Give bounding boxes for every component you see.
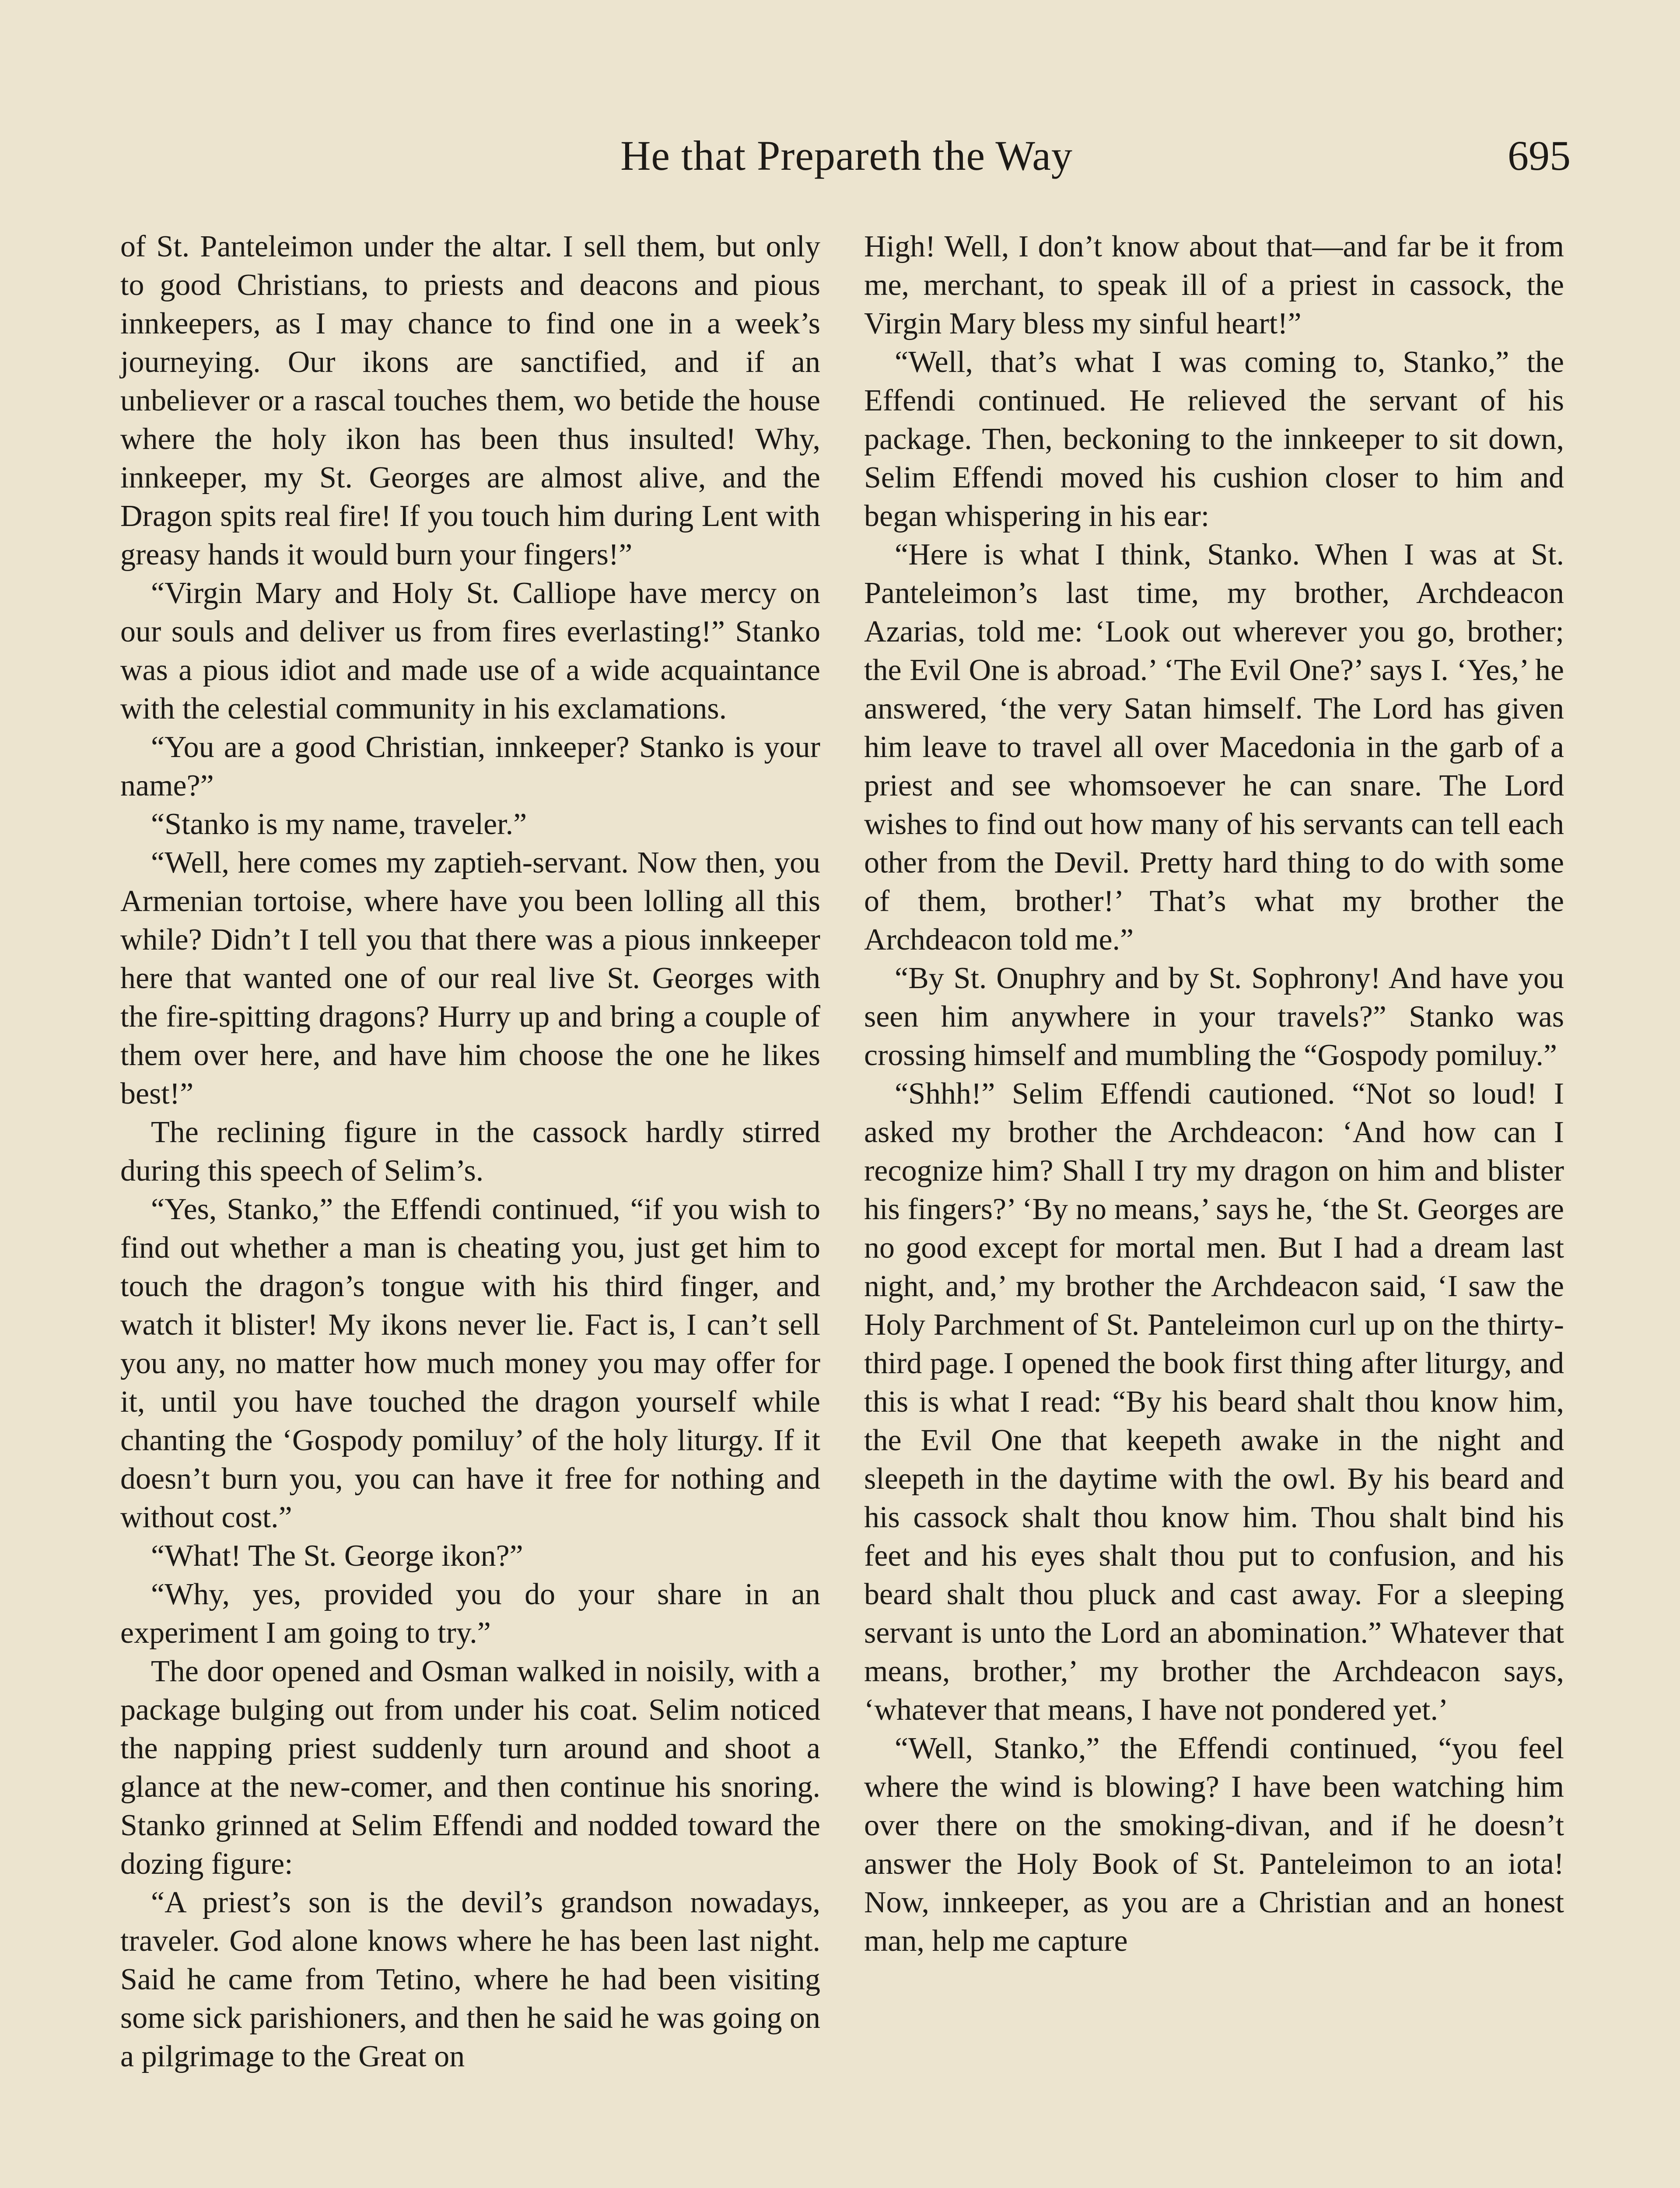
paragraph: “You are a good Christian, innkeeper? Stanko is your name?” <box>120 730 820 803</box>
paragraph: of St. Panteleimon under the altar. I sell them, but only to good Christians, to priests and deacons and pious innkeepers, as I may chance to find one in a week’s journeying. Our ikons are sanctified, and if an unbeliever or a rascal touches them, wo betide the house where the holy ikon has been thus insulted! Why, innkeeper, my St. Georges are almost alive, and the Dragon spits real fire! If you touch him during Lent with greasy hands it would burn your fingers!” <box>120 230 820 572</box>
paragraph: “By St. Onuphry and by St. Sophrony! And have you seen him anywhere in your travels?” Stanko was crossing himself and mumbling the “Gospody pomiluy.” <box>864 961 1564 1072</box>
paragraph: “Well, Stanko,” the Effendi continued, “you feel where the wind is blowing? I have been watching him over there on the smoking-divan, and if he doesn’t answer the Holy Book of St. Panteleimon to an iota! Now, innkeeper, as you are a Christian and an honest man, help me capture <box>864 1732 1564 1958</box>
paragraph: “Shhh!” Selim Effendi cautioned. “Not so loud! I asked my brother the Archdeacon: ‘And how can I recognize him? Shall I try my dragon on him and blister his fingers?’ ‘By no means,’ says he, ‘the St. Georges are no good except for mortal men. But I had a dream last night, and,’ my brother the Archdeacon said, ‘I saw the Holy Parchment of St. Panteleimon curl up on the thirty-third page. I opened the book first thing after liturgy, and this is what I read: “By his beard shalt thou know him, the Evil One that keepeth awake in the night and sleepeth in the daytime with the owl. By his beard and his cassock shalt thou know him. Thou shalt bind his feet and his eyes shalt thou put to confusion, and his beard shalt thou pluck and cast away. For a sleeping servant is unto the Lord an abomination.” Whatever that means, brother,’ my brother the Archdeacon says, ‘whatever that means, I have not pondered yet.’ <box>864 1077 1564 1727</box>
paragraph: “What! The St. George ikon?” <box>151 1539 523 1573</box>
left-column <box>120 228 820 2076</box>
page-number: 695 <box>1508 132 1571 179</box>
right-column <box>864 228 1564 1960</box>
paragraph: “Well, here comes my zaptieh-servant. Now then, you Armenian tortoise, where have you been lolling all this while? Didn’t I tell you that there was a pious innkeeper here that wanted one of our real live St. Georges with the fire-spitting dragons? Hurry up and bring a couple of them over here, and have him choose the one he likes best!” <box>120 846 820 1111</box>
paragraph: “Well, that’s what I was coming to, Stanko,” the Effendi continued. He relieved the servant of his package. Then, beckoning to the innkeeper to sit down, Selim Effendi moved his cushion closer to him and began whispering in his ear: <box>864 345 1564 533</box>
paragraph: “Stanko is my name, traveler.” <box>151 807 527 841</box>
running-title: He that Prepareth the Way <box>620 132 1073 179</box>
page-header <box>122 131 1571 193</box>
paragraph: “Here is what I think, Stanko. When I was at St. Panteleimon’s last time, my brother, Archdeacon Azarias, told me: ‘Look out wherever you go, brother; the Evil One is abroad.’ ‘The Evil One?’ says I. ‘Yes,’ he answered, ‘the very Satan himself. The Lord has given him leave to travel all over Macedonia in the garb of a priest and see whomsoever he can snare. The Lord wishes to find out how many of his servants can tell each other from the Devil. Pretty hard thing to do with some of them, brother!’ That’s what my brother the Archdeacon told me.” <box>864 538 1564 957</box>
paragraph: The door opened and Osman walked in noisily, with a package bulging out from under his coat. Selim noticed the napping priest suddenly turn around and shoot a glance at the new-comer, and then continue his snoring. Stanko grinned at Selim Effendi and nodded toward the dozing figure: <box>120 1655 820 1881</box>
paragraph: “A priest’s son is the devil’s grandson nowadays, traveler. God alone knows where he has been last night. Said he came from Tetino, where he had been visiting some sick parishioners, and then he said he was going on a pilgrimage to the Great on <box>120 1886 820 2073</box>
paragraph: “Yes, Stanko,” the Effendi continued, “if you wish to find out whether a man is cheating you, just get him to touch the dragon’s tongue with his third finger, and watch it blister! My ikons never lie. Fact is, I can’t sell you any, no matter how much money you may offer for it, until you have touched the dragon yourself while chanting the ‘Gospody pomiluy’ of the holy liturgy. If it doesn’t burn you, you can have it free for nothing and without cost.” <box>120 1192 820 1534</box>
paragraph: High! Well, I don’t know about that—and far be it from me, merchant, to speak ill of a priest in cassock, the Virgin Mary bless my sinful heart!” <box>864 230 1564 340</box>
paragraph: “Virgin Mary and Holy St. Calliope have mercy on our souls and deliver us from fires everlasting!” Stanko was a pious idiot and made use of a wide acquaintance with the celestial community in his exclamations. <box>120 576 820 726</box>
paragraph: The reclining figure in the cassock hardly stirred during this speech of Selim’s. <box>120 1115 820 1188</box>
paragraph: “Why, yes, provided you do your share in an experiment I am going to try.” <box>120 1578 820 1650</box>
